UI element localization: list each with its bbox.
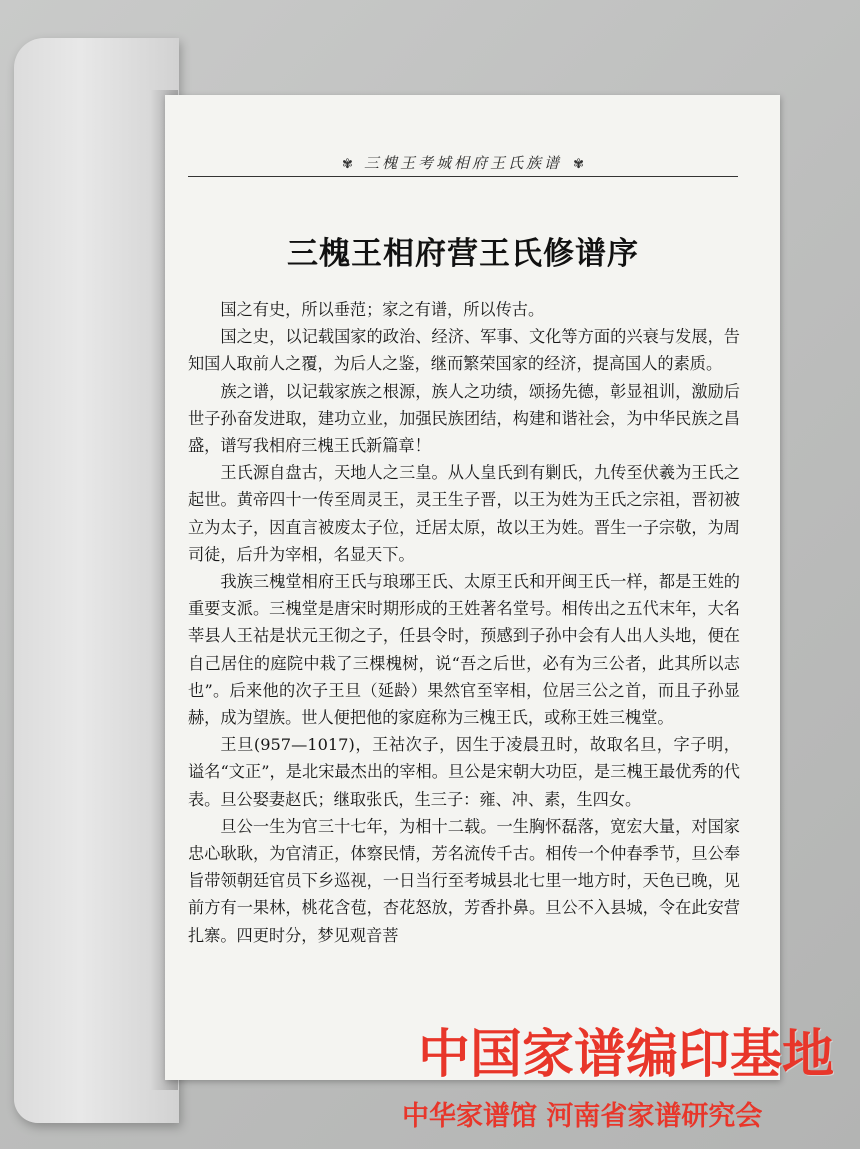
paragraph: 国之有史，所以垂范；家之有谱，所以传古。 [220, 300, 545, 319]
paragraph: 旦公一生为官三十七年，为相十二载。一生胸怀磊落，宽宏大量，对国家忠心耿耿，为官清正，体察民情，芳名流传千古。相传一个仲春季节，旦公奉旨带领朝廷官员下乡巡视，一日当行至考城县北七里一地方时，天色已晚，见前方有一果林，桃花含苞，杏花怒放，芳香扑鼻。旦公不入县城，令在此安营扎寨。四更时分，梦见观音菩 [188, 816, 740, 945]
paragraph: 王氏源自盘古，天地人之三皇。从人皇氏到有剿氏，九传至伏羲为王氏之起世。黄帝四十一传至周灵王，灵王生子晋，以王为姓为王氏之宗祖，晋初被立为太子，因直言被废太子位，迁居太原，故以王为姓。晋生一子宗敬，为周司徒，后升为宰相，名显天下。 [188, 463, 740, 564]
chapter-title: 三槐王相府营王氏修谱序 [287, 236, 639, 272]
running-header [188, 152, 738, 177]
header-ornament-left-icon: ✾ [341, 157, 353, 172]
paragraph: 国之史，以记载国家的政治、经济、军事、文化等方面的兴衰与发展，告知国人取前人之覆，为后人之鉴，继而繁荣国家的经济，提高国人的素质。 [188, 327, 740, 374]
running-header-title: 三槐王考城相府王氏族谱 [363, 154, 562, 172]
paragraph: 王旦(957—1017)，王祜次子，因生于凌晨丑时，故取名旦，字子明，谥名“文正”，是北宋最杰出的宰相。旦公是宋朝大功臣，是三槐王最优秀的代表。旦公娶妻赵氏；继取张氏，生三子：雍、冲、素，生四女。 [188, 735, 740, 809]
preface-body [188, 296, 740, 949]
watermark-main: 中国家谱编印基地 [418, 1024, 835, 1085]
header-ornament-right-icon: ✾ [573, 157, 584, 172]
paragraph: 我族三槐堂相府王氏与琅琊王氏、太原王氏和开闽王氏一样，都是王姓的重要支派。三槐堂是唐宋时期形成的王姓著名堂号。相传出之五代末年，大名莘县人王祜是状元王彻之子，任县令时，预感到子孙中会有人出人头地，便在自己居住的庭院中栽了三棵槐树，说“吾之后世，必有为三公者，此其所以志也”。后来他的次子王旦（延龄）果然官至宰相，位居三公之首，而且子孙显赫，成为望族。世人便把他的家庭称为三槐王氏，或称王姓三槐堂。 [188, 572, 740, 728]
paragraph: 族之谱，以记载家族之根源，族人之功绩，颂扬先德，彰显祖训，激励后世子孙奋发进取，建功立业，加强民族团结，构建和谐社会，为中华民族之昌盛，谱写我相府三槐王氏新篇章！ [188, 381, 740, 456]
watermark-sub: 中华家谱馆 河南省家谱研究会 [402, 1101, 763, 1132]
